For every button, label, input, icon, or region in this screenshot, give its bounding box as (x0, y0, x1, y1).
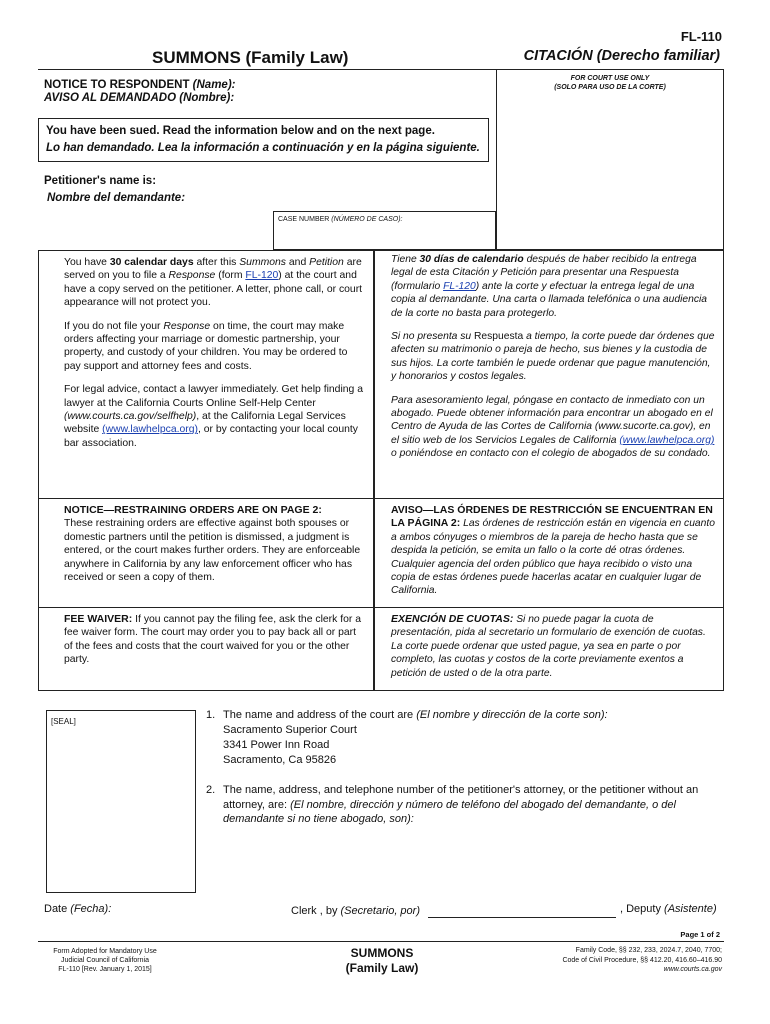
page-title-spanish: CITACIÓN (Derecho familiar) (523, 48, 720, 64)
notice-to-respondent-spanish: AVISO AL DEMANDADO (Nombre): (44, 92, 235, 104)
petitioner-label-spanish: Nombre del demandante: (47, 192, 186, 204)
attorney-item: 2. The name, address, and telephone number of the petitioner's attorney, or the petitioner without an attorney, are: (El nombre, dirección y número de teléfono del abogado del demandante, o del demandante si no tiene abogado, son): (206, 784, 699, 825)
sued-notice-box (38, 118, 489, 162)
restraining-orders-body: These restraining orders are effective against both spouses or domestic partners until the petition is dismissed, a judgment is entered, or the court makes further orders. They are enforceable anywhere in California by any law enforcement officer who has received or seen a copy of them. (64, 518, 361, 584)
info-box-row-divider (38, 498, 724, 499)
court-street: 3341 Power Inn Road (223, 739, 330, 751)
info-box-row-divider-2 (38, 607, 724, 608)
case-number-label-spanish: (NÚMERO DE CASO): (331, 216, 403, 223)
court-city: Sacramento, Ca 95826 (223, 754, 337, 766)
court-use-box (496, 69, 724, 250)
left-paragraph-consequences: If you do not file your Response on time, the court may make orders affecting your marriage or domestic partnership, your property, and custody of your children. You may be ordered to pay support and attorney fees and costs. (64, 320, 348, 372)
courts-website-link[interactable]: www.courts.ca.gov (663, 966, 722, 973)
deputy-field: , Deputy (Asistente) (620, 903, 717, 915)
footer-title: SUMMONS (Family Law) (345, 946, 419, 975)
right-paragraph-deadline: Tiene 30 días de calendario después de haber recibido la entrega legal de esta Citación y Petición para presentar una Respuesta (formulario FL-120) ante la corte y efectuar la entrega legal de una copia al demandante. Una carta o llamada telefónica o una audiencia de la corte no basta para protegerlo. (391, 254, 707, 319)
footer-divider (38, 941, 724, 942)
left-fee-waiver: FEE WAIVER: If you cannot pay the filing fee, ask the clerk for a fee waiver form. The court may order you to pay back all or part of the fees and costs that the court waived for you or the other party. (64, 613, 361, 666)
right-paragraph-consequences: Si no presenta su Respuesta a tiempo, la corte puede dar órdenes que afecten su matrimonio o pareja de hecho, sus bienes y la custodia de sus hijos. La corte también le puede ordenar que pague manutención, y honorarios y costos legales. (391, 331, 715, 383)
left-paragraph-deadline: You have 30 calendar days after this Summons and Petition are served on you to file a Response (form FL-120) at the court and have a copy served on the petitioner. A letter, phone call, or court appearance will not protect you. (64, 257, 363, 309)
court-use-label: FOR COURT USE ONLY (570, 75, 650, 82)
court-name: Sacramento Superior Court (223, 724, 357, 736)
lawhelpca-link-spanish[interactable]: (www.lawhelpca.org) (619, 434, 715, 446)
petitioner-label: Petitioner's name is: (44, 175, 157, 187)
court-address-item: 1. The name and address of the court are (El nombre y dirección de la corte son): Sacramento Superior Court 3341 Power Inn Road Sacramento, Ca 95826 (206, 708, 726, 768)
seal-label: [SEAL] (51, 717, 76, 726)
left-paragraph-legal-advice: For legal advice, contact a lawyer immediately. Get help finding a lawyer at the California Courts Online Self-Help Center (www.courts.ca.gov/selfhelp), at the California Legal Services website (www.lawhelpca.org), or by contacting your local county bar association. (64, 384, 363, 449)
clerk-signature-line (428, 917, 616, 918)
right-paragraph-legal-advice: Para asesoramiento legal, póngase en contacto de inmediato con un abogado. Puede obtener información para encontrar un abogado en el Centro de Ayuda de las Cortes de California (www.sucorte.ca.gov), en el sitio web de los Servicios Legales de California (www.lawhelpca.org) o poniéndose en contacto con el colegio de abogados de su condado. (391, 394, 715, 460)
clerk-field[interactable]: Clerk , by (Secretario, por) (291, 905, 420, 917)
sued-notice-text: You have been sued. Read the information below and on the next page. (46, 125, 435, 137)
footer-left: Form Adopted for Mandatory Use Judicial Council of California FL-110 [Rev. January 1, 2015] (53, 948, 157, 973)
right-fee-waiver: EXENCIÓN DE CUOTAS: Si no puede pagar la cuota de presentación, pida al secretario un formulario de exención de cuotas. La corte puede ordenar que usted pague, ya sea en parte o por completo, las cuotas y costos de la corte previamente exentos a petición de usted o de la otra parte. (391, 613, 706, 679)
footer-right: Family Code, §§ 232, 233, 2024.7, 2040, 7700; Code of Civil Procedure, §§ 412.20, 416.60–416.90 www.courts.ca.gov (562, 947, 722, 973)
info-left-column (64, 256, 364, 460)
right-restraining-orders: AVISO—LAS ÓRDENES DE RESTRICCIÓN SE ENCUENTRAN EN LA PÁGINA 2: Las órdenes de restricción están en vigencia en cuanto a ambos cónyuges o miembros de la pareja de hecho hasta que se despida la petición, se emita un fallo o la corte dé otras órdenes. Cualquier agencia del orden público que haya recibido o visto una copia de estas órdenes puede hacerlas acatar en cualquier lugar de California. (391, 504, 715, 597)
page-number: Page 1 of 2 (680, 930, 720, 939)
fl120-link[interactable]: FL-120 (245, 270, 279, 282)
case-number-box[interactable] (273, 211, 496, 250)
notice-to-respondent: NOTICE TO RESPONDENT (Name): (44, 79, 236, 91)
page-title: SUMMONS (Family Law) (152, 48, 349, 67)
left-restraining-orders (64, 504, 364, 584)
case-number-label: CASE NUMBER (278, 216, 332, 223)
seal-box (46, 710, 196, 893)
info-right-column (391, 253, 717, 471)
court-use-label-spanish: (SOLO PARA USO DE LA CORTE) (554, 84, 666, 91)
lawhelpca-link[interactable]: (www.lawhelpca.org) (102, 424, 198, 436)
info-box-column-divider (373, 250, 375, 691)
sued-notice-text-spanish: Lo han demandado. Lea la información a continuación y en la página siguiente. (46, 142, 480, 154)
date-field[interactable]: Date (Fecha): (44, 903, 112, 915)
fl120-link-spanish[interactable]: FL-120 (443, 280, 476, 292)
form-number: FL-110 (680, 29, 722, 44)
restraining-orders-heading: NOTICE—RESTRAINING ORDERS ARE ON PAGE 2: (64, 504, 322, 516)
